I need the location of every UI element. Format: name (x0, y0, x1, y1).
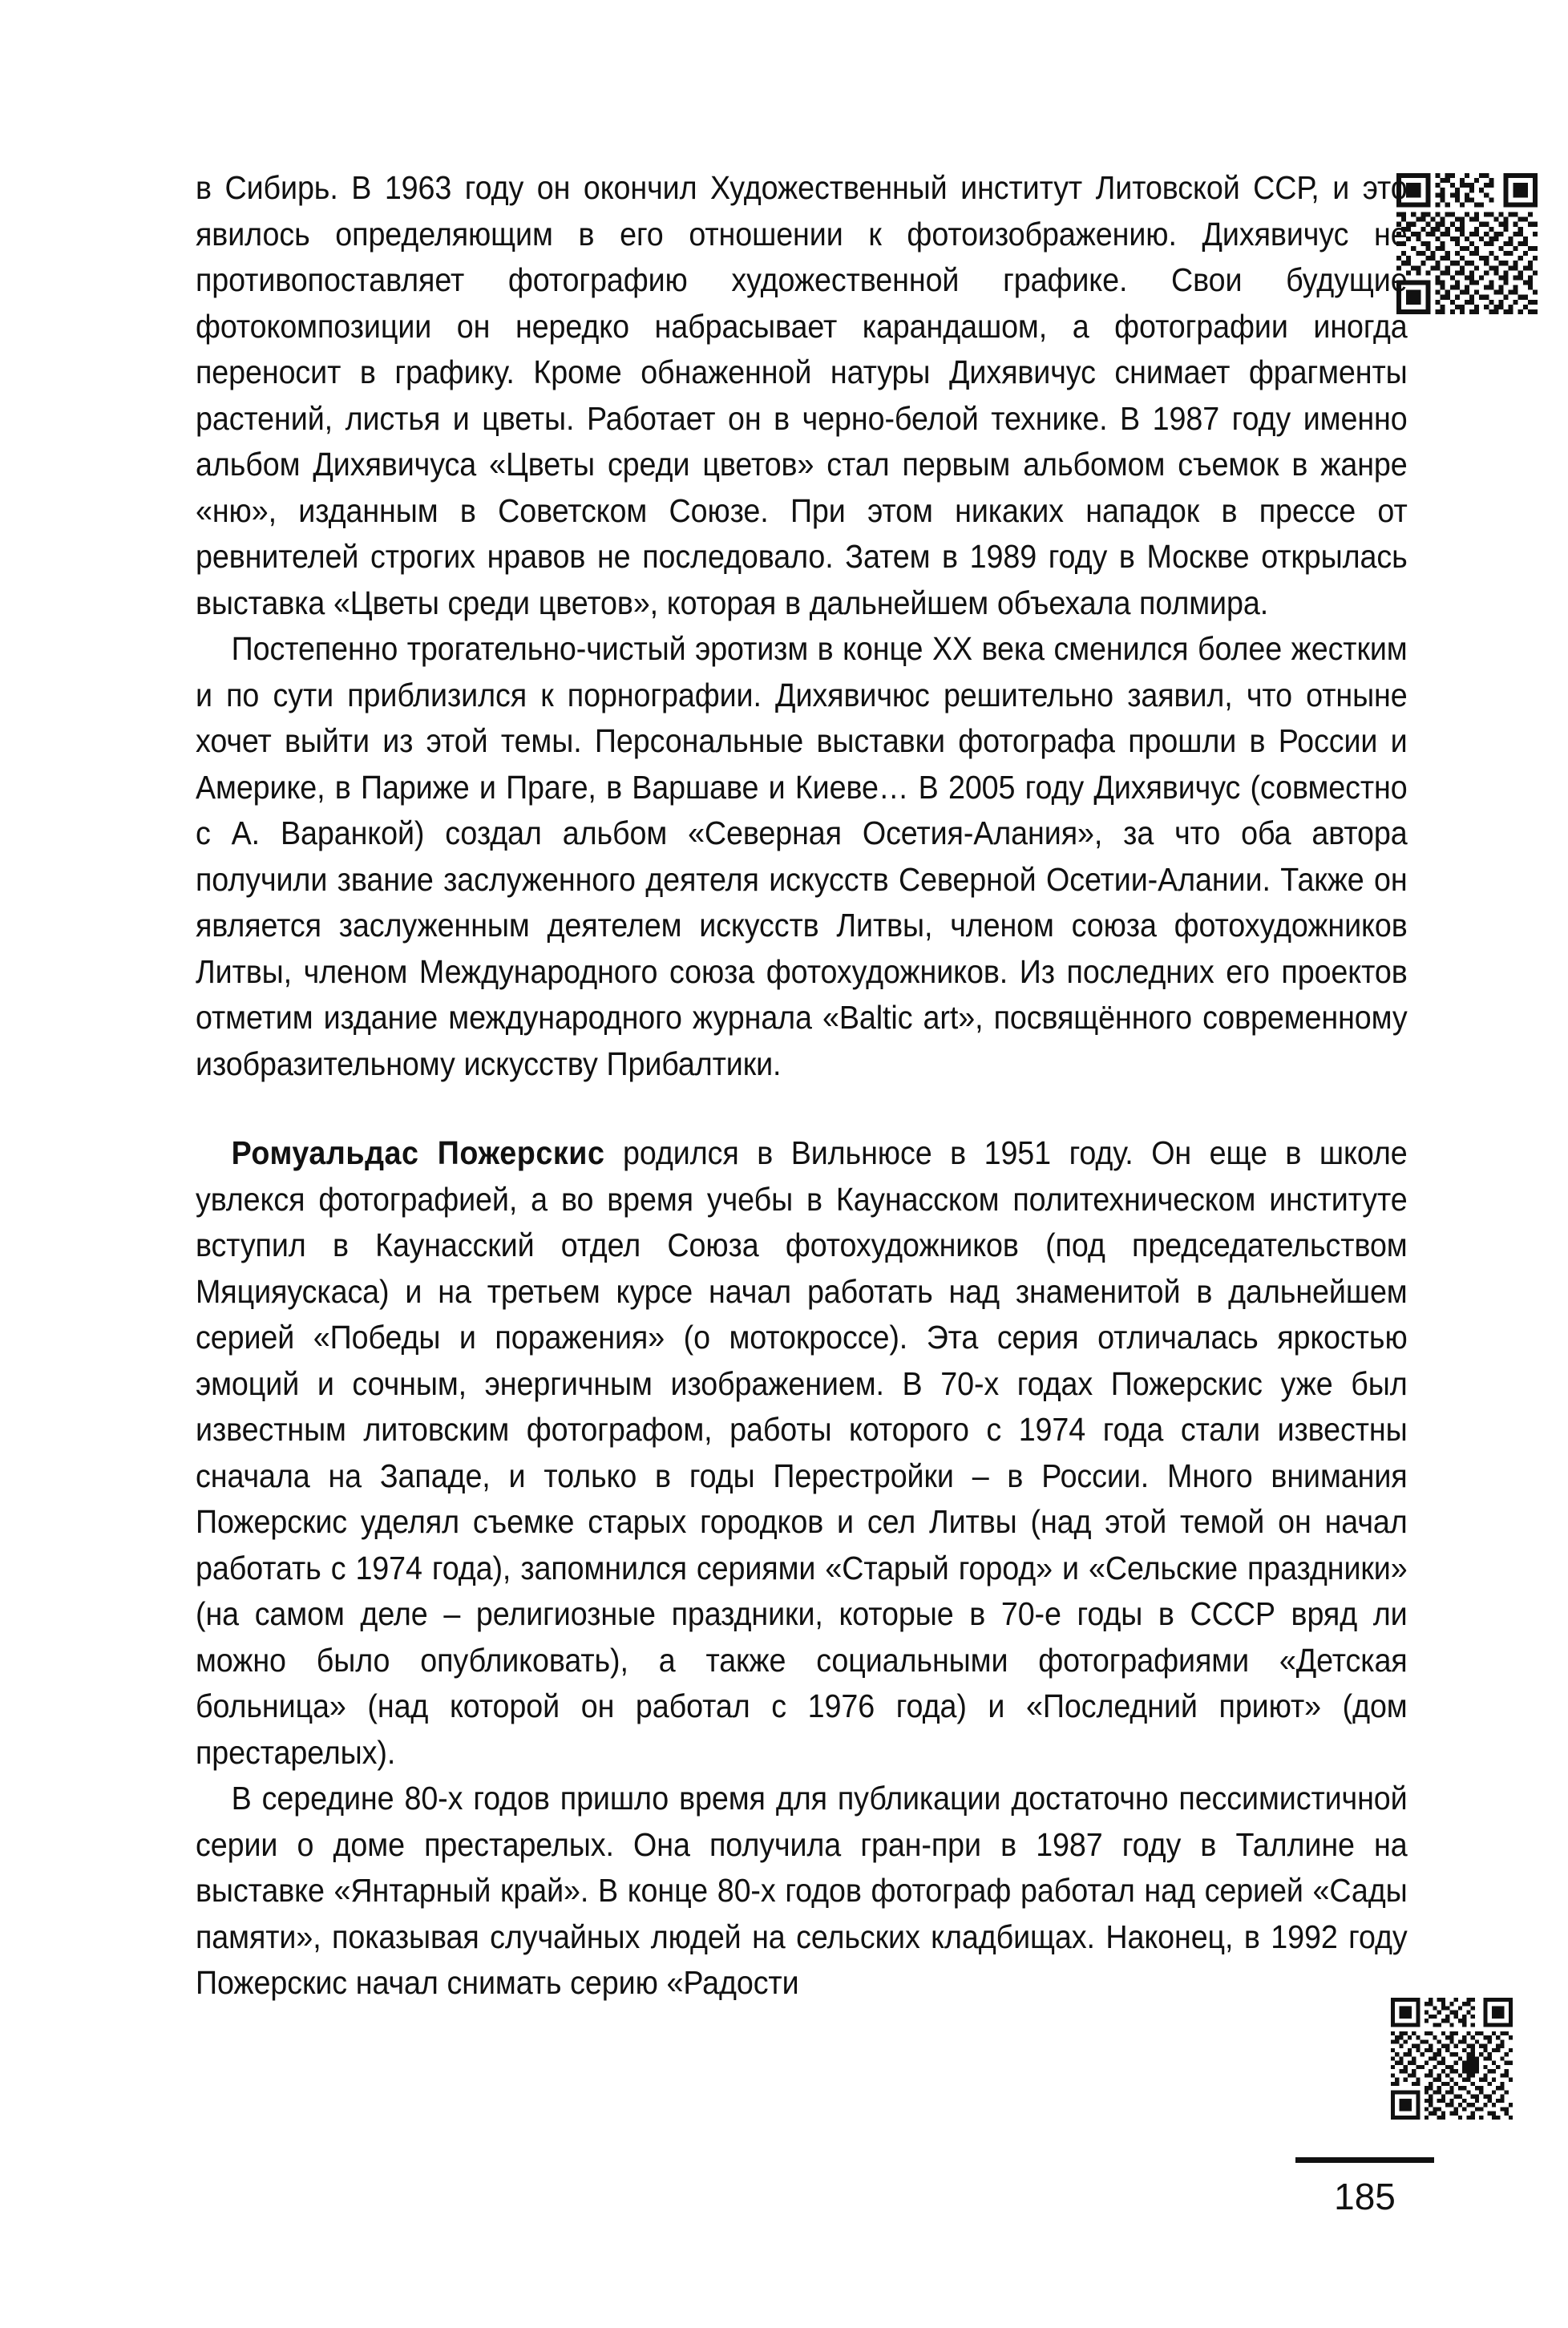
paragraph-erotism (196, 626, 1408, 1087)
qr-code-icon (1391, 1998, 1513, 2120)
paragraph-dikhyavichus (196, 165, 1408, 626)
page-number: 185 (1334, 2176, 1396, 2217)
qr-code-icon (1396, 173, 1538, 314)
qr-code-bottom-right (1391, 1998, 1513, 2120)
photographer-name-bold: Ромуальдас Пожерскис (231, 1134, 605, 1171)
paragraph-text: В середине 80-х годов пришло время для публикации достаточно пессимистичной серии о доме престарелых. Она получила гран-при в 1987 году в Таллине на выставке «Янтарный край». В конце 80-х годов фотограф работал над серией «Сады памяти», показывая случайных людей на сельских кладбищах. Наконец, в 1992 году Пожерскис начал снимать серию «Радости (196, 1780, 1408, 2001)
paragraph-80s (196, 1776, 1408, 2007)
qr-code-top-right (1396, 173, 1538, 314)
body-text-column (196, 165, 1408, 2007)
paragraph-text: Постепенно трогательно-чистый эротизм в конце XX века сменился более жестким и по сути приблизился к порнографии. Дихявичюс решительно заявил, что отныне хочет выйти из этой темы. Персональные выставки фотографа прошли в России и Америке, в Париже и Праге, в Варшаве и Киеве… В 2005 году Дихявичус (совместно с А. Варанкой) создал альбом «Северная Осетия-Алания», за что оба автора получили звание заслуженного деятеля искусств Северной Осетии-Алании. Также он является заслуженным деятелем искусств Литвы, членом союза фотохудожников Литвы, членом Международного союза фотохудожников. Из последних его проектов отметим издание международного журнала «Baltic art», посвящённого современному изобразительному искусству Прибалтики. (196, 630, 1408, 1082)
paragraph-text: родился в Вильнюсе в 1951 году. Он еще в школе увлекся фотографией, а во время учебы в Каунасском политехническом институте вступил в Каунасский отдел Союза фотохудожников (под председательством Мяцияускаса) и на третьем курсе начал работать над знаменитой в дальнейшем серией «Победы и поражения» (о мотокроссе). Эта серия отличалась яркостью эмоций и сочным, энергичным изображением. В 70-х годах Пожерскис уже был известным литовским фотографом, работы которого с 1974 года стали известны сначала на Западе, и только в годы Перестройки – в России. Много внимания Пожерскис уделял съемке старых городков и сел Литвы (над этой темой он начал работать с 1974 года), запомнился сериями «Старый город» и «Сельские праздники» (на самом деле – религиозные праздники, которые в 70-е годы в СССР вряд ли можно было опубликовать), а также социальными фотографиями «Детская больница» (над которой он работал с 1976 года) и «Последний приют» (дом престарелых). (196, 1134, 1408, 1771)
footer-rule (1295, 2157, 1434, 2163)
paragraph-text: в Сибирь. В 1963 году он окончил Художественный институт Литовской ССР, и это явилось определяющим в его отношении к фотоизображению. Дихявичус не противопоставляет фотографию художественной графике. Свои будущие фотокомпозиции он нередко набрасывает карандашом, а фотографии иногда переносит в графику. Кроме обнаженной натуры Дихявичус снимает фрагменты растений, листья и цветы. Работает он в черно-белой технике. В 1987 году именно альбом Дихявичуса «Цветы среди цветов» стал первым альбомом съемок в жанре «ню», изданным в Советском Союзе. При этом никаких нападок в прессе от ревнителей строгих нравов не последовало. Затем в 1989 году в Москве открылась выставка «Цветы среди цветов», которая в дальнейшем объехала полмира. (196, 169, 1408, 621)
paragraph-pozerskis (196, 1130, 1408, 1776)
